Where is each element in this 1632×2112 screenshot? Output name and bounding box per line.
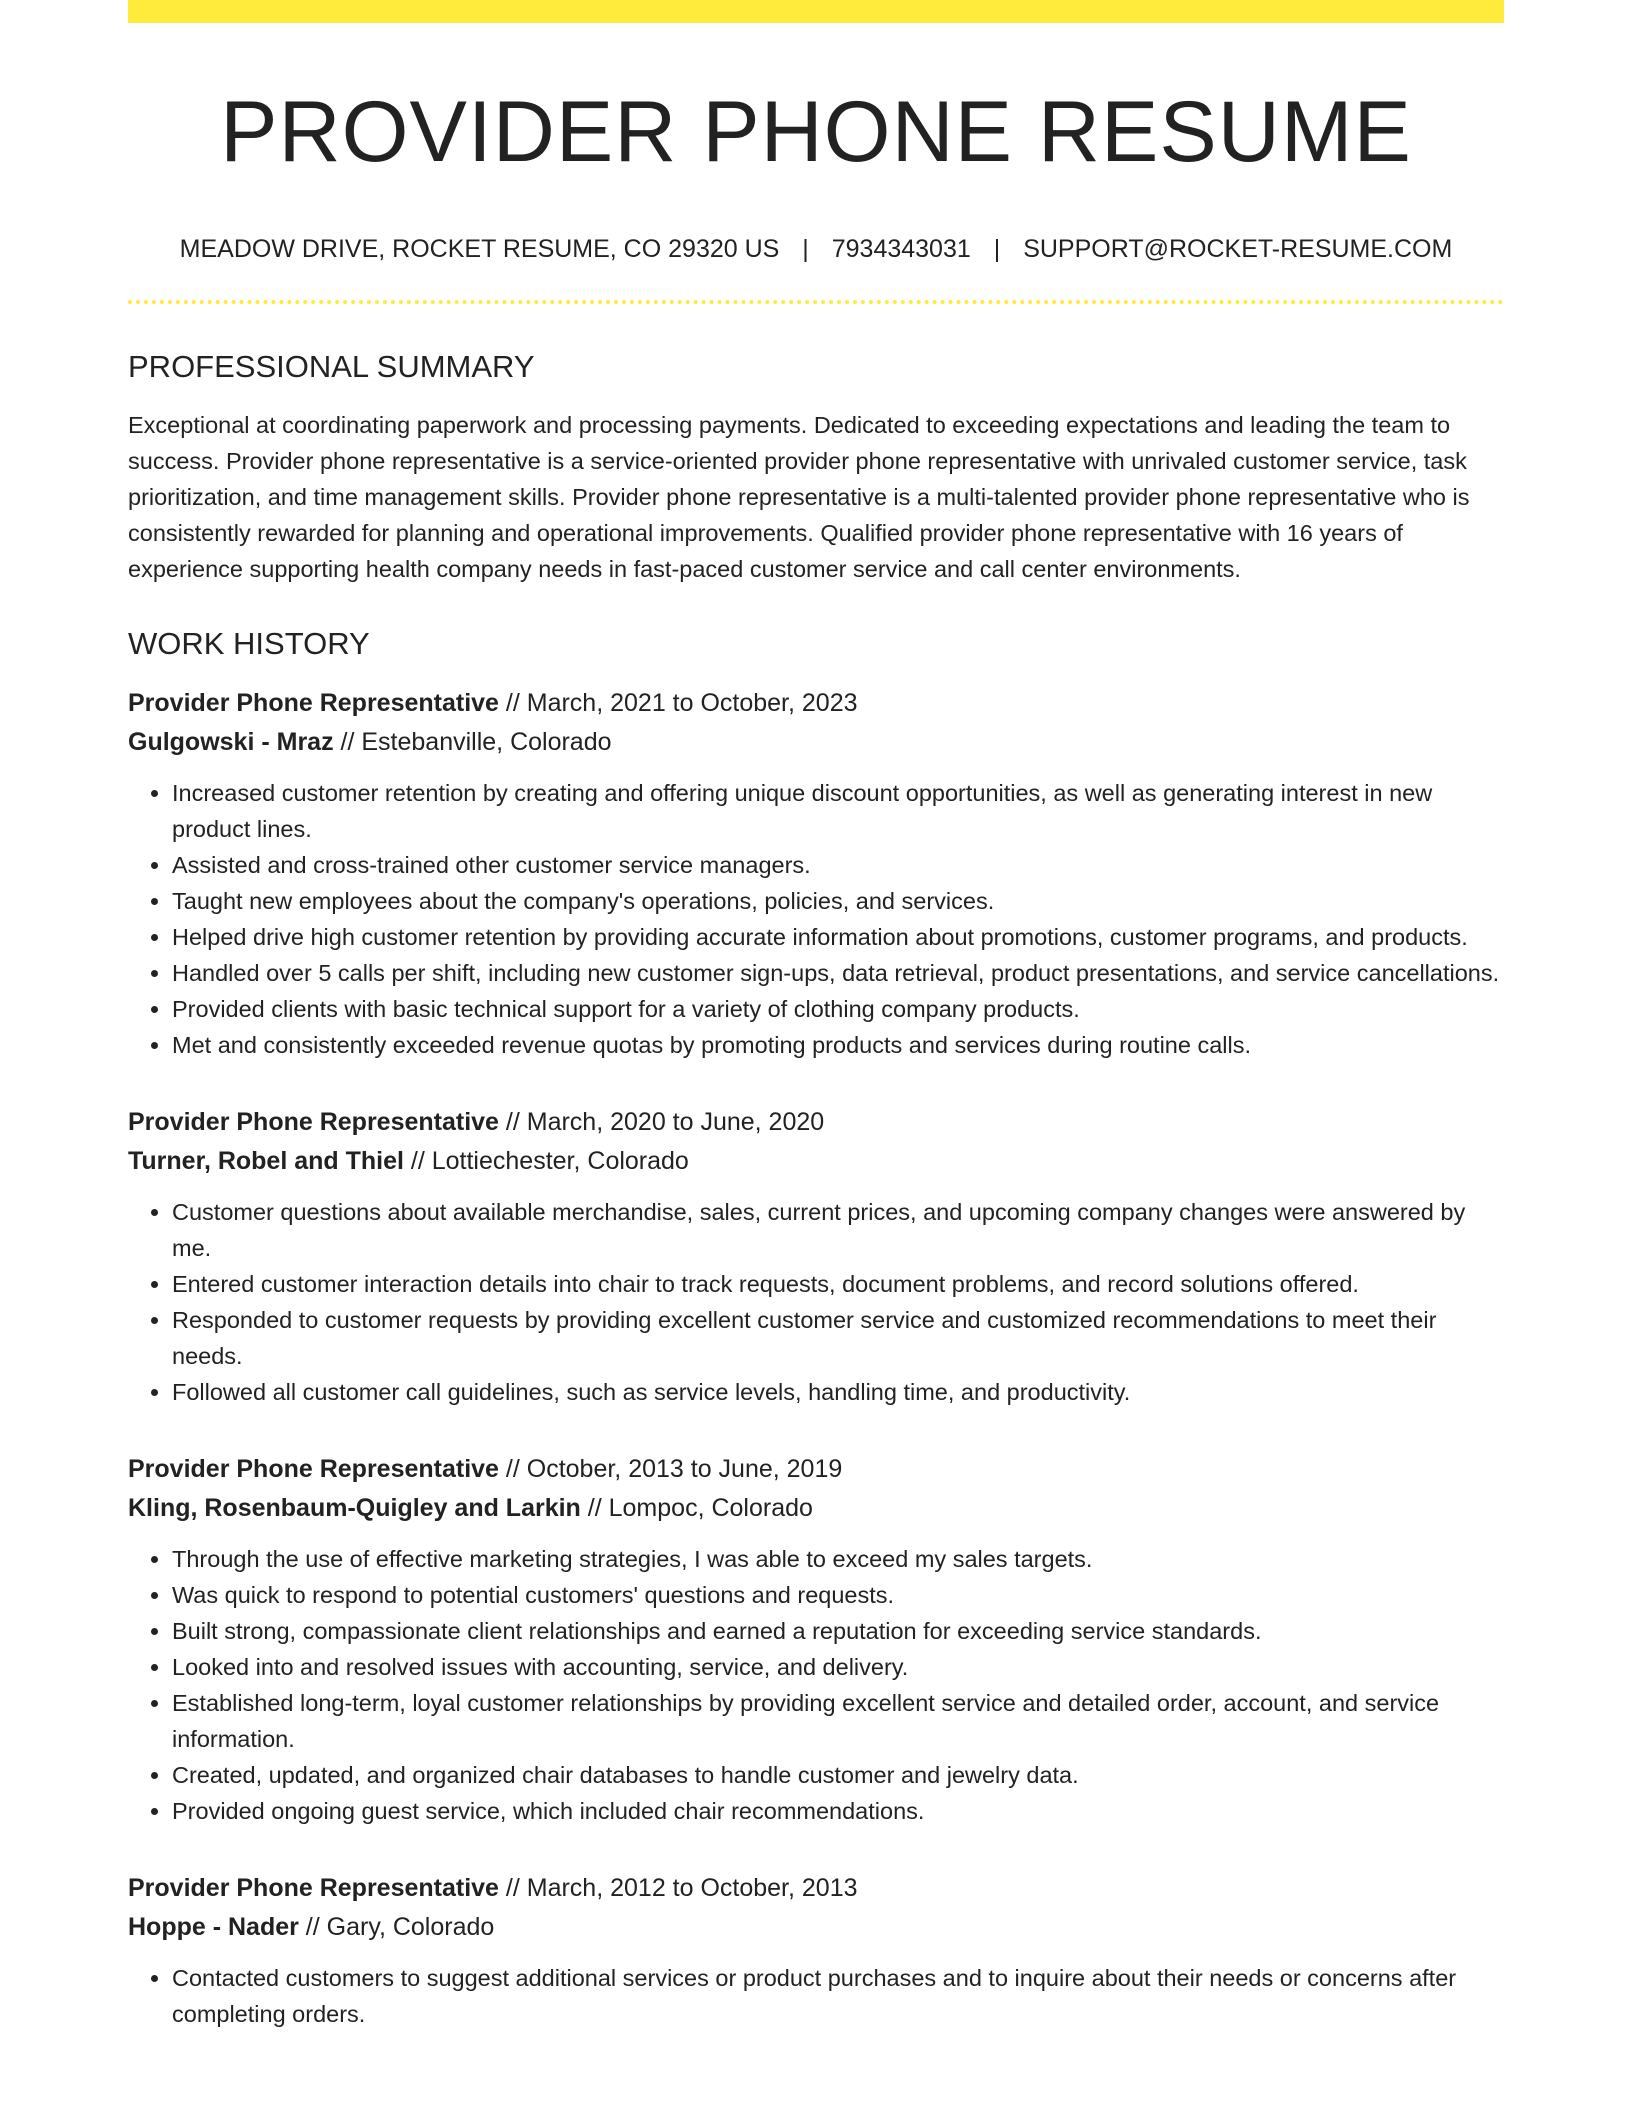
job-role-line [128, 1103, 1504, 1142]
job-location: // Lompoc, Colorado [580, 1493, 813, 1522]
job-bullets [128, 775, 1504, 1063]
job-company: Turner, Robel and Thiel [128, 1146, 404, 1175]
job-dates: // March, 2012 to October, 2013 [498, 1873, 858, 1902]
job-role: Provider Phone Representative [128, 1873, 499, 1902]
job-bullet: • Entered customer interaction details into chair to track requests, document problems, and record solutions offered. [172, 1266, 1504, 1302]
job-bullet: • Looked into and resolved issues with accounting, service, and delivery. [172, 1649, 1504, 1685]
summary-text: Exceptional at coordinating paperwork and processing payments. Dedicated to exceeding expectations and leading the team to success. Provider phone representative is a service-oriented provider phone representative with unrivaled customer service, task prioritization, and time management skills. Provider phone representative is a multi-talented provider phone representative who is consistently rewarded for planning and operational improvements. Qualified provider phone representative with 16 years of experience supporting health company needs in fast-paced customer service and call center environments. [128, 411, 1470, 582]
contact-address: MEADOW DRIVE, ROCKET RESUME, CO 29320 US [179, 234, 780, 263]
job-company: Kling, Rosenbaum-Quigley and Larkin [128, 1493, 581, 1522]
job-dates: // October, 2013 to June, 2019 [498, 1454, 843, 1483]
job-bullet: • Established long-term, loyal customer relationships by providing excellent service and detailed order, account, and service information. [172, 1685, 1504, 1757]
contact-separator: | [802, 234, 809, 263]
job-bullets [128, 1960, 1504, 2032]
resume-page [128, 0, 1504, 2032]
job-bullet: • Followed all customer call guidelines, such as service levels, handling time, and productivity. [172, 1374, 1504, 1410]
job-bullet: • Responded to customer requests by providing excellent customer service and customized recommendations to meet their needs. [172, 1302, 1504, 1374]
job-company: Hoppe - Nader [128, 1912, 299, 1941]
job-bullet: • Built strong, compassionate client relationships and earned a reputation for exceeding service standards. [172, 1613, 1504, 1649]
contact-line [128, 234, 1504, 264]
contact-separator: | [993, 234, 1001, 263]
job-role-line [128, 684, 1504, 723]
job-dates: // March, 2021 to October, 2023 [498, 688, 858, 717]
job-list [128, 684, 1504, 2032]
job-entry [128, 1450, 1504, 1829]
job-role: Provider Phone Representative [128, 688, 499, 717]
job-bullets [128, 1541, 1504, 1829]
job-dates: // March, 2020 to June, 2020 [498, 1107, 825, 1136]
job-bullet: • Handled over 5 calls per shift, including new customer sign-ups, data retrieval, product presentations, and service cancellations. [172, 955, 1504, 991]
job-location: // Estebanville, Colorado [333, 727, 612, 756]
job-bullet: • Helped drive high customer retention by providing accurate information about promotions, customer programs, and products. [172, 919, 1504, 955]
job-role: Provider Phone Representative [128, 1107, 499, 1136]
contact-email: SUPPORT@ROCKET-RESUME.COM [1023, 234, 1453, 263]
job-bullet: • Was quick to respond to potential customers' questions and requests. [172, 1577, 1504, 1613]
job-bullet: • Taught new employees about the company's operations, policies, and services. [172, 883, 1504, 919]
dotted-divider [128, 300, 1504, 304]
job-location: // Gary, Colorado [298, 1912, 495, 1941]
job-bullet: • Through the use of effective marketing strategies, I was able to exceed my sales targets. [172, 1541, 1504, 1577]
summary-heading: PROFESSIONAL SUMMARY [128, 348, 535, 384]
job-company-line [128, 1908, 1504, 1947]
job-role-line [128, 1450, 1504, 1489]
work-history-heading: WORK HISTORY [128, 625, 370, 661]
resume-title: PROVIDER PHONE RESUME [220, 84, 1412, 180]
job-bullet: • Assisted and cross-trained other customer service managers. [172, 847, 1504, 883]
job-company: Gulgowski - Mraz [128, 727, 334, 756]
job-entry [128, 1869, 1504, 2032]
contact-phone: 7934343031 [831, 234, 971, 263]
job-bullet: • Provided clients with basic technical support for a variety of clothing company products. [172, 991, 1504, 1027]
job-bullet: • Provided ongoing guest service, which included chair recommendations. [172, 1793, 1504, 1829]
job-bullet: • Contacted customers to suggest additional services or product purchases and to inquire about their needs or concerns after completing orders. [172, 1960, 1504, 2032]
job-bullet: • Customer questions about available merchandise, sales, current prices, and upcoming company changes were answered by me. [172, 1194, 1504, 1266]
job-role-line [128, 1869, 1504, 1908]
job-company-line [128, 723, 1504, 762]
job-entry [128, 684, 1504, 1063]
job-bullets [128, 1194, 1504, 1410]
job-company-line [128, 1489, 1504, 1528]
top-accent-bar [128, 0, 1504, 23]
job-company-line [128, 1142, 1504, 1181]
job-entry [128, 1103, 1504, 1410]
job-role: Provider Phone Representative [128, 1454, 499, 1483]
job-location: // Lottiechester, Colorado [403, 1146, 689, 1175]
job-bullet: • Created, updated, and organized chair databases to handle customer and jewelry data. [172, 1757, 1504, 1793]
job-bullet: • Met and consistently exceeded revenue quotas by promoting products and services during routine calls. [172, 1027, 1504, 1063]
job-bullet: • Increased customer retention by creating and offering unique discount opportunities, as well as generating interest in new product lines. [172, 775, 1504, 847]
